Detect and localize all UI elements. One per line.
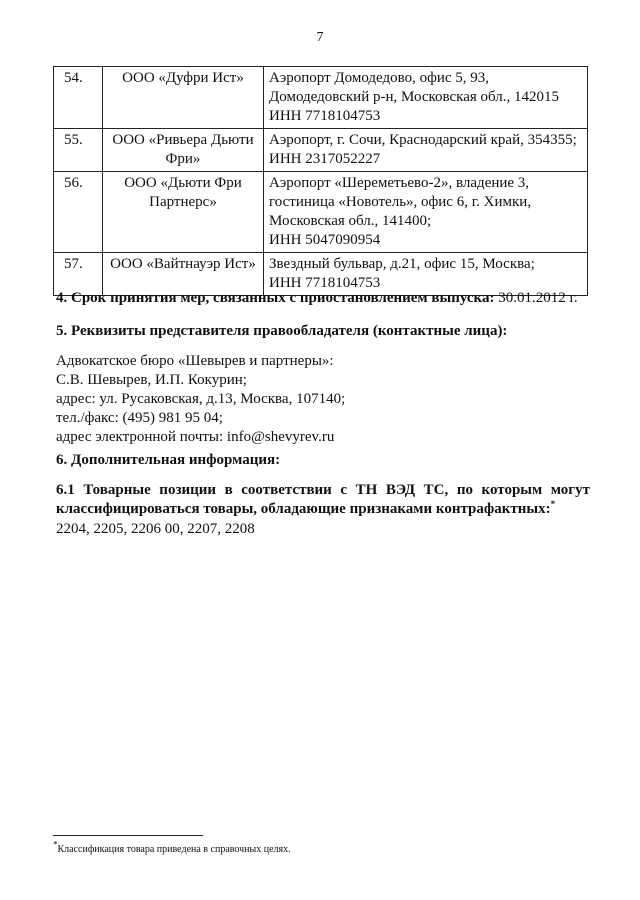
company-name-line: ООО «Вайтнауэр Ист» (110, 256, 256, 272)
company-name-line: ООО «Дуфри Ист» (122, 70, 244, 86)
company-name-line: Фри» (165, 151, 201, 167)
address-line: ИНН 5047090954 (269, 232, 381, 248)
section-5-heading: 5. Реквизиты представителя правообладателя (контактные лица): (56, 323, 508, 339)
contact-line: адрес: ул. Русаковская, д.13, Москва, 107140; (56, 391, 346, 407)
company-name (103, 172, 264, 253)
table-row (54, 172, 588, 253)
company-name-line: ООО «Ривьера Дьюти (112, 132, 254, 148)
company-address (264, 67, 588, 129)
company-name (103, 67, 264, 129)
contact-line: адрес электронной почты: info@shevyrev.ru (56, 429, 335, 445)
address-line: Звездный бульвар, д.21, офис 15, Москва; (269, 256, 535, 272)
entities-table (53, 66, 588, 296)
table-row (54, 67, 588, 129)
contact-line: Адвокатское бюро «Шевырев и партнеры»: (56, 353, 334, 369)
contact-line: тел./факс: (495) 981 95 04; (56, 410, 223, 426)
row-number: 55. (54, 129, 103, 172)
section-4 (56, 289, 590, 308)
footnote-marker: * (550, 499, 556, 509)
footnote (53, 839, 291, 856)
section-6-1-line: 6.1 Товарные позиции в соответствии с ТН ВЭД ТС, по которым могут (56, 482, 590, 498)
address-line: гостиница «Новотель», офис 6, г. Химки, (269, 194, 532, 210)
address-line: Аэропорт, г. Сочи, Краснодарский край, 354355; (269, 132, 577, 148)
address-line: ИНН 7718104753 (269, 108, 381, 124)
footnote-text: Классификация товара приведена в справочных целях. (57, 844, 291, 855)
row-number: 57. (54, 253, 103, 296)
address-line: Московская обл., 141400; (269, 213, 432, 229)
contact-block (56, 352, 590, 447)
tariff-codes: 2204, 2205, 2206 00, 2207, 2208 (56, 521, 255, 537)
table-row (54, 129, 588, 172)
section-6-1-heading (56, 481, 590, 519)
address-line: Домодедовский р-н, Московская обл., 142015 (269, 89, 560, 105)
company-name-line: Партнерс» (149, 194, 217, 210)
address-line: ИНН 7718104753 (269, 275, 381, 291)
address-line: Аэропорт Домодедово, офис 5, 93, (269, 70, 490, 86)
page-number: 7 (316, 30, 324, 45)
section-4-date: 30.01.2012 г. (498, 290, 578, 306)
section-4-heading: 4. Срок принятия мер, связанных с приостановлением выпуска: (56, 290, 495, 306)
row-number: 54. (54, 67, 103, 129)
section-6-1-line (56, 500, 590, 519)
contact-line: С.В. Шевырев, И.П. Кокурин; (56, 372, 247, 388)
address-line: ИНН 2317052227 (269, 151, 381, 167)
row-number: 56. (54, 172, 103, 253)
company-address (264, 129, 588, 172)
section-6-1-text: классифицироваться товары, обладающие признаками контрафактных: (56, 501, 551, 517)
company-name-line: ООО «Дьюти Фри (124, 175, 242, 191)
footnote-divider (53, 835, 203, 836)
company-address (264, 172, 588, 253)
company-name (103, 129, 264, 172)
footnote-marker: * (53, 839, 58, 850)
section-6-heading: 6. Дополнительная информация: (56, 452, 281, 468)
address-line: Аэропорт «Шереметьево-2», владение 3, (269, 175, 530, 191)
